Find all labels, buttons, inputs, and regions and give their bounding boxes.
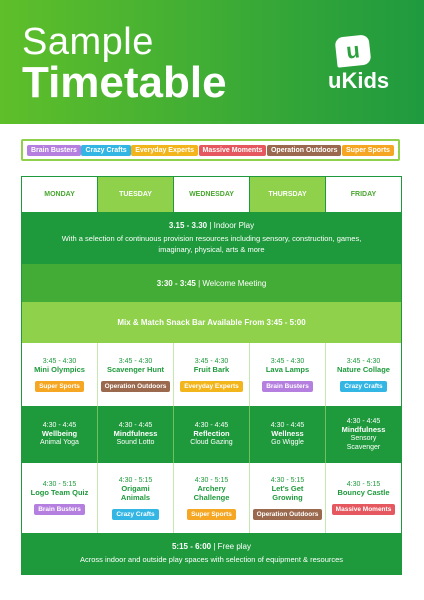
activity-cell (22, 463, 98, 533)
activity-name: Scavenger Hunt (106, 364, 165, 374)
activity-time: 4:30 - 4:45 (194, 422, 229, 429)
session-row-3 (22, 463, 401, 533)
activity-name: Wellness (271, 429, 304, 438)
day-header-row (22, 177, 401, 212)
title-line-1: Sample (22, 21, 154, 63)
activity-cell (98, 343, 174, 406)
activity-tag: Super Sports (187, 509, 236, 520)
activity-time: 4:30 - 5:15 (346, 481, 381, 488)
day-tuesday: TUESDAY (98, 177, 174, 212)
activity-name: Mindfulness (341, 424, 386, 434)
activity-time: 4:30 - 5:15 (42, 481, 77, 488)
welcome-time: 3:30 - 3:45 (156, 278, 196, 288)
activity-tag: Everyday Experts (180, 381, 243, 392)
activity-sub: Cloud Gazing (190, 439, 233, 446)
activity-name: Mini Olympics (34, 364, 85, 374)
activity-cell (22, 406, 98, 463)
activity-name: Mindfulness (113, 429, 158, 438)
activity-tag: Operation Outdoors (253, 509, 323, 520)
activity-time: 4:30 - 4:45 (346, 417, 381, 425)
activity-tag: Crazy Crafts (112, 509, 158, 520)
activity-cell (326, 406, 401, 463)
activity-name: Bouncy Castle (337, 488, 390, 497)
session-row-2 (22, 406, 401, 463)
activity-sub: Sound Lotto (116, 439, 155, 446)
activity-cell (326, 463, 401, 533)
activity-time: 3:45 - 4:30 (346, 357, 381, 365)
activity-cell (250, 406, 326, 463)
snack-band (22, 302, 401, 343)
activity-tag: Crazy Crafts (340, 381, 386, 392)
activity-time: 4:30 - 4:45 (270, 422, 305, 429)
activity-time: 3:45 - 4:30 (118, 357, 153, 365)
activity-tag: Super Sports (35, 381, 84, 392)
ukids-logo-icon: u (335, 34, 372, 67)
activity-cell (98, 463, 174, 533)
indoor-play-title: Indoor Play (213, 221, 255, 230)
indoor-play-desc: With a selection of continuous provision resources including sensory, construction, games, imaginary, physical, arts & more (61, 234, 362, 254)
indoor-play-time: 3.15 - 3.30 (168, 221, 208, 230)
activity-name: Archery Challenge (193, 483, 230, 502)
activity-cell (250, 463, 326, 533)
legend-operation-outdoors: Operation Outdoors (267, 145, 342, 156)
category-legend (21, 139, 400, 161)
day-wednesday: WEDNESDAY (174, 177, 250, 212)
activity-sub: Sensory Scavenger (346, 434, 381, 451)
activity-tag: Brain Busters (262, 381, 313, 392)
activity-name: Logo Team Quiz (30, 488, 89, 497)
activity-sub: Animal Yoga (40, 439, 79, 446)
legend-everyday-experts: Everyday Experts (131, 145, 198, 156)
activity-name: Lava Lamps (265, 364, 310, 374)
activity-name: Let's Get Growing (271, 483, 304, 502)
welcome-title: Welcome Meeting (202, 278, 267, 288)
legend-super-sports: Super Sports (342, 145, 394, 156)
activity-time: 4:30 - 4:45 (118, 422, 153, 429)
activity-tag: Brain Busters (34, 504, 85, 515)
activity-time: 3:45 - 4:30 (270, 357, 305, 365)
welcome-band: 3:30 - 3:45 | Welcome Meeting (22, 264, 401, 302)
activity-time: 3:45 - 4:30 (194, 357, 229, 365)
activity-cell (22, 343, 98, 406)
activity-cell (250, 343, 326, 406)
free-play-time: 5:15 - 6:00 (171, 542, 212, 551)
free-play-desc: Across indoor and outside play spaces with selection of equipment & resources (79, 555, 344, 564)
brand-name: uKids (328, 68, 390, 93)
activity-cell (174, 343, 250, 406)
activity-name: Origami Animals (120, 483, 151, 502)
legend-brain-busters: Brain Busters (27, 145, 81, 156)
activity-name: Wellbeing (41, 429, 78, 438)
activity-cell (174, 406, 250, 463)
timetable-grid (21, 176, 402, 575)
activity-time: 4:30 - 5:15 (270, 476, 305, 484)
activity-name: Fruit Bark (193, 364, 230, 374)
activity-time: 3:45 - 4:30 (42, 357, 77, 365)
legend-crazy-crafts: Crazy Crafts (81, 145, 130, 156)
activity-sub: Go Wiggle (271, 439, 304, 446)
header-banner (0, 0, 424, 124)
activity-tag: Operation Outdoors (101, 381, 171, 392)
activity-cell (326, 343, 401, 406)
indoor-play-band: 3.15 - 3.30 | Indoor Play With a selection of continuous provision resources including sensory, construction, games, imaginary, physical, arts & more (22, 212, 401, 264)
day-thursday: THURSDAY (250, 177, 326, 212)
activity-time: 4:30 - 4:45 (42, 422, 77, 429)
day-friday: FRIDAY (326, 177, 401, 212)
day-monday: MONDAY (22, 177, 98, 212)
free-play-band: 5:15 - 6:00 | Free play Across indoor and outside play spaces with selection of equipment & resources (22, 533, 401, 574)
free-play-title: Free play (217, 542, 252, 551)
activity-name: Nature Collage (337, 364, 390, 374)
activity-time: 4:30 - 5:15 (118, 476, 153, 484)
activity-tag: Massive Moments (332, 504, 396, 515)
activity-cell (98, 406, 174, 463)
activity-name: Reflection (193, 429, 230, 438)
title-line-2: Timetable (22, 58, 227, 107)
snack-text: Mix & Match Snack Bar Available From 3:45 - 5:00 (117, 318, 306, 327)
legend-massive-moments: Massive Moments (199, 145, 267, 156)
activity-cell (174, 463, 250, 533)
session-row-1 (22, 343, 401, 406)
activity-time: 4:30 - 5:15 (194, 476, 229, 484)
